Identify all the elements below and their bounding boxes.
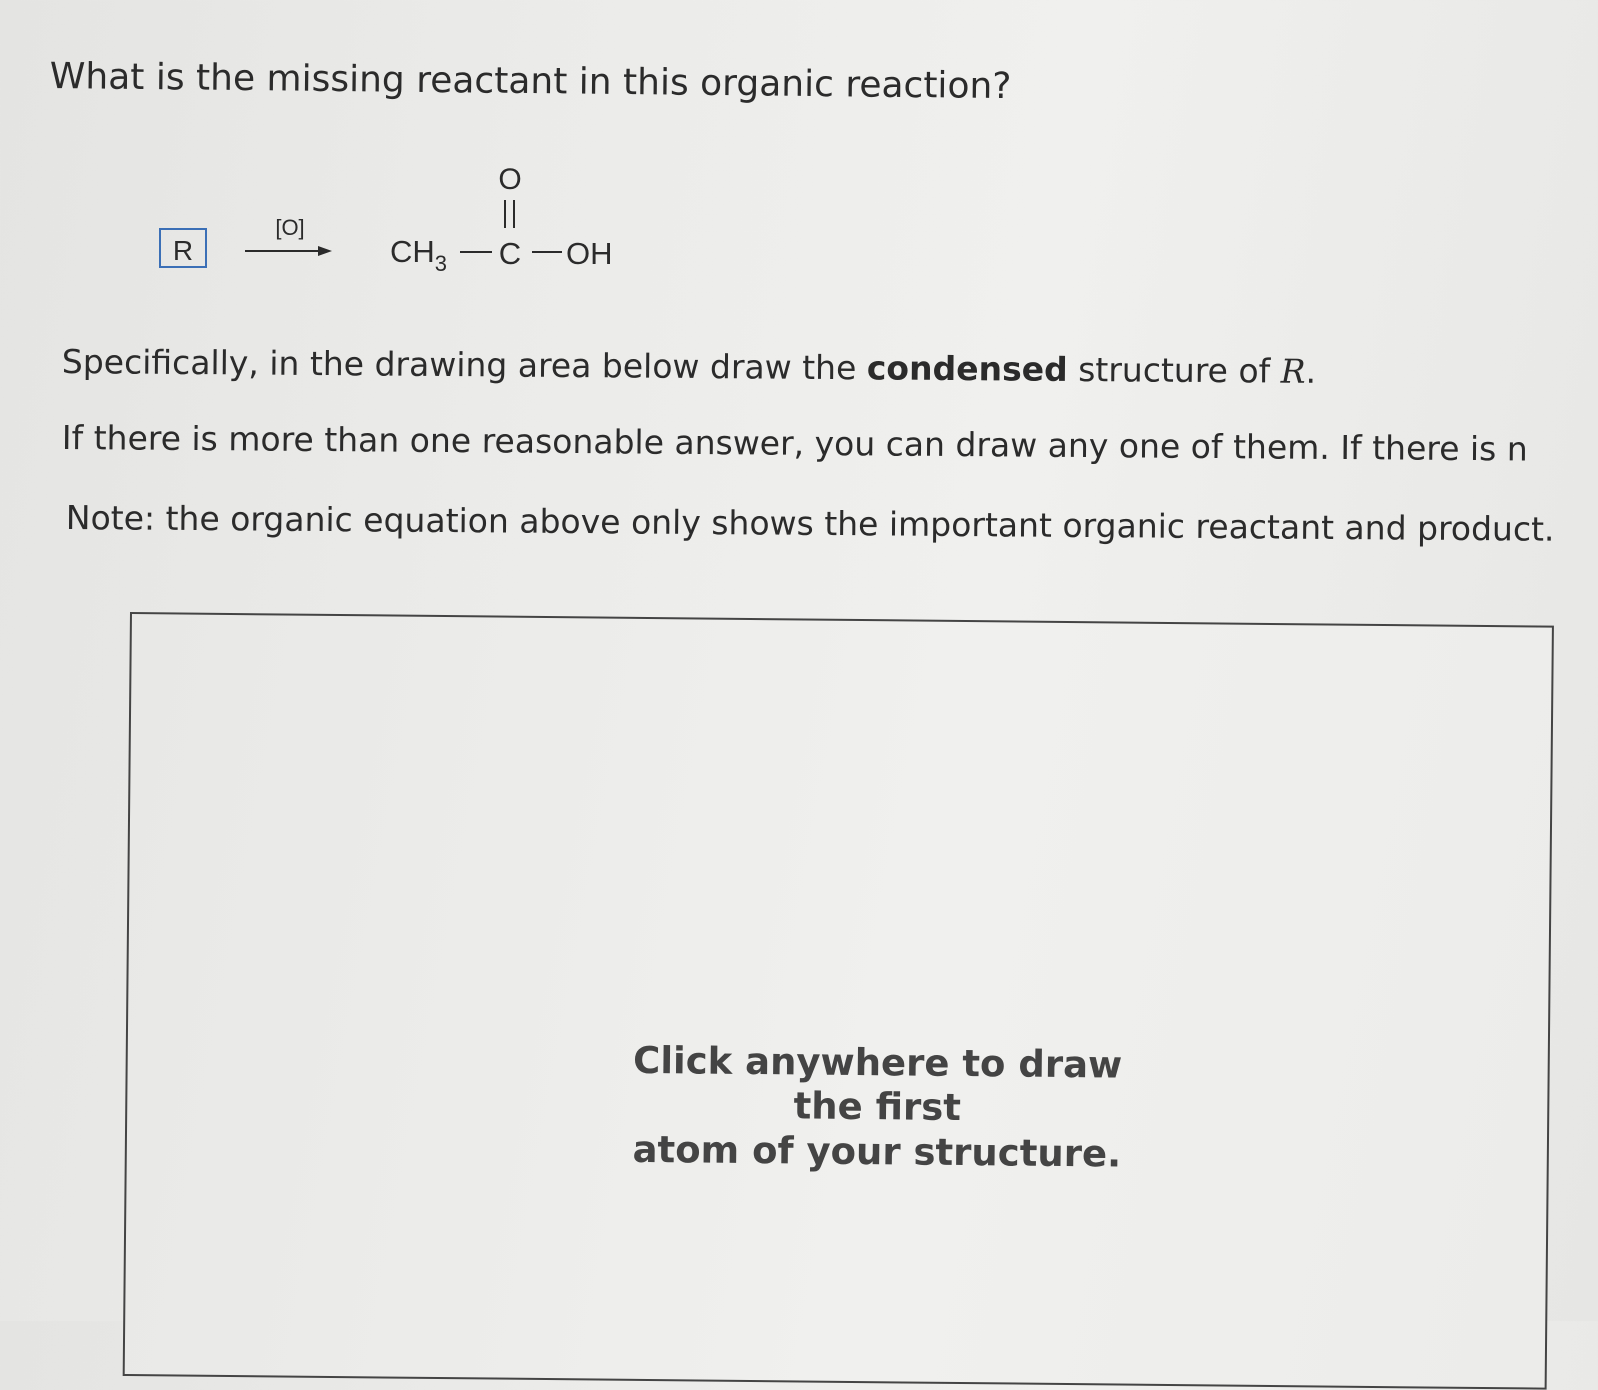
instruction-multiple-answers: If there is more than one reasonable answer, you can draw any one of them. If there is n [61,418,1528,469]
product-structure [390,163,613,276]
product-carbon: C [498,236,522,271]
drawing-hint-line2: atom of your structure. [632,1127,1122,1176]
instruction-text: Specifically, in the drawing area below draw the [61,342,867,388]
instruction-bold-condensed: condensed [866,348,1068,389]
question-title: What is the missing reactant in this organic reaction? [49,56,1012,108]
reagent-label: [O] [275,215,305,240]
drawing-hint-line1: Click anywhere to draw the first [632,1038,1123,1130]
instruction-specifically [62,342,1317,391]
product-ch3: $CH_3$ [390,234,448,276]
instruction-text: structure of [1067,349,1281,391]
structure-drawing-area[interactable] [123,612,1554,1390]
instruction-note: Note: the organic equation above only shows the important organic reactant and product. [65,498,1555,549]
reaction-svg [150,160,650,290]
product-hydroxyl: OH [566,236,613,271]
reactant-label: R [172,235,194,266]
reaction-arrow [245,246,332,256]
reaction-scheme [150,160,650,290]
product-oxygen: O [498,163,522,196]
drawing-hint [597,1039,1158,1178]
instruction-italic-r: R [1280,351,1306,391]
reactant-box[interactable] [160,229,206,267]
instruction-text: . [1305,351,1317,391]
